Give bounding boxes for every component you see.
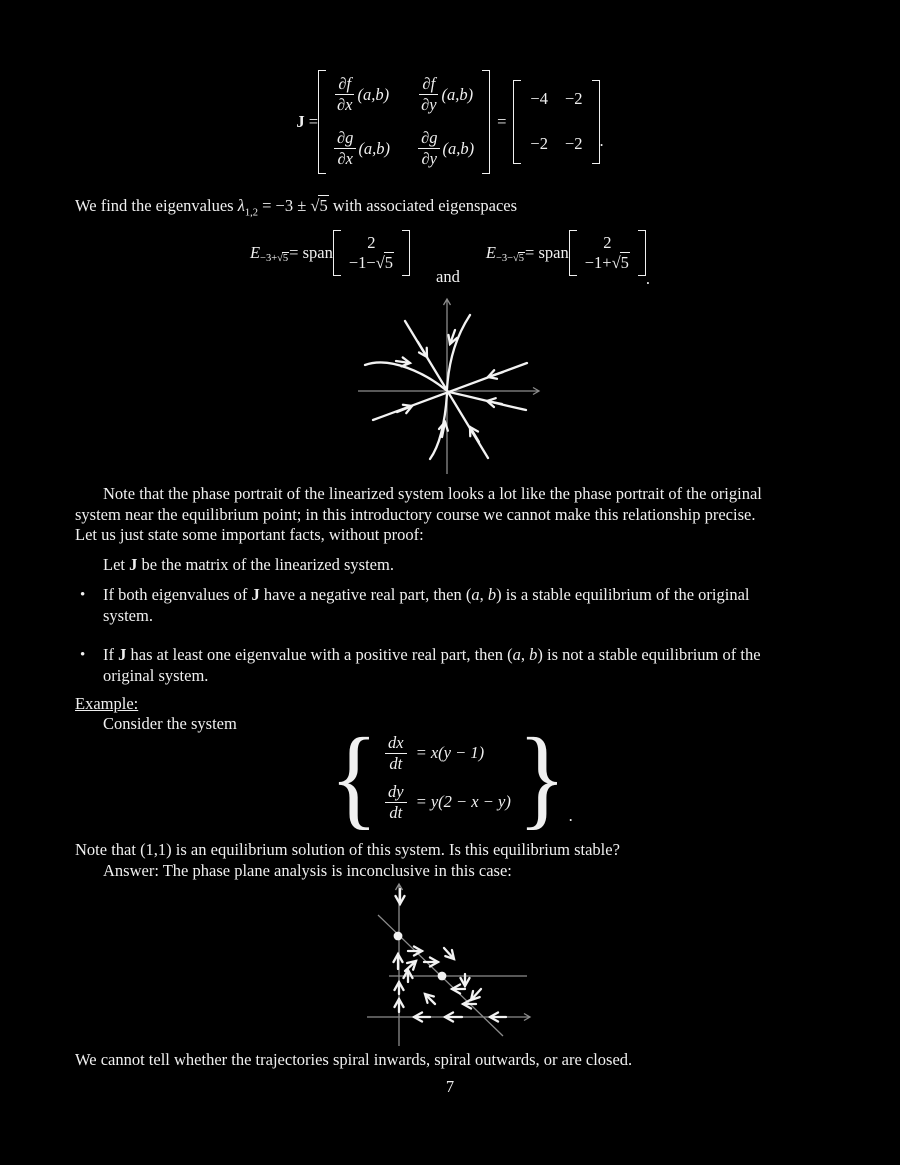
and-text: and (436, 267, 460, 286)
equation-rhs: = y(2 − x − y) (415, 792, 511, 812)
right-brace: } (517, 716, 566, 840)
page-number: 7 (445, 1077, 455, 1096)
paragraph-line: Let us just state some important facts, without proof: (75, 525, 424, 545)
jacobian-lhs (296, 112, 318, 133)
bullet-line: If both eigenvalues of J have a negative real part, then (a, b) is a stable equilibrium of the original (103, 585, 750, 604)
eigenvector (582, 230, 633, 276)
example-heading: Example: (75, 694, 139, 713)
consider-line: Consider the system (103, 714, 237, 733)
phase-plane-inconclusive (360, 877, 542, 1049)
matrix-symbol-J: J (118, 645, 127, 664)
let-j-line: Let J be the matrix of the linearized system. (103, 555, 394, 574)
eigenspace-1: E $_{-3+√5}$ = span 2 −1−√5 (250, 230, 410, 276)
jacobian-cell (418, 129, 474, 169)
equilibrium-dot (394, 932, 403, 941)
jacobian-matrix-cells (331, 70, 477, 174)
sqrt-5: √5 (310, 196, 328, 215)
phase-portrait-linearized (350, 293, 550, 479)
bullet-marker: • (80, 647, 86, 663)
matrix-bracket-left (513, 80, 521, 164)
jacobian-cell (418, 75, 474, 115)
vector-entry: 2 (603, 233, 612, 252)
vector-bracket-left (333, 230, 341, 276)
vector-entry: 2 (367, 233, 376, 252)
trajectories (365, 315, 527, 459)
sqrt-sign: √ (513, 252, 519, 264)
left-brace: { (329, 716, 379, 840)
derivative-fraction: $\frac{dy}{dt}$ (385, 783, 407, 823)
vector-bracket-left (569, 230, 577, 276)
sqrt-sign: √ (310, 196, 320, 215)
trajectory-curve (447, 315, 470, 389)
lambda-subscript: 1,2 (244, 207, 258, 219)
stability-bullet-2 (80, 645, 820, 686)
stability-bullet-1 (80, 585, 820, 626)
vector-entry: −1−√5 (348, 253, 394, 273)
matrix-bracket-right (482, 70, 490, 174)
partial-fraction: $\frac{\partial g}{\partial y}$ (418, 129, 440, 169)
fraction-argument: (a,b) (442, 138, 475, 158)
fraction-argument: (a,b) (357, 84, 390, 104)
answer-line: Answer: The phase plane analysis is inconclusive in this case: (103, 861, 512, 880)
E-symbol: E (485, 242, 496, 262)
bullet-line: system. (103, 605, 153, 625)
matrix-bracket-right (592, 80, 600, 164)
equals-sign: = (304, 111, 319, 131)
vector-bracket-right (638, 230, 646, 276)
closing-line: We cannot tell whether the trajectories spiral inwards, spiral outwards, or are closed. (75, 1050, 633, 1069)
fraction-argument: (a,b) (358, 138, 391, 158)
partial-fraction: $\frac{\partial g}{\partial x}$ (334, 129, 356, 169)
paragraph-line: Note that the phase portrait of the linearized system looks a lot like the phase portrait of the original (103, 484, 762, 503)
direction-field-arrows (398, 889, 506, 1017)
period: . (599, 131, 604, 151)
eigenspaces-line (0, 230, 900, 288)
matrix-entry: −2 (564, 88, 583, 108)
vector-entry: −1+√5 (584, 253, 629, 273)
derivative-fraction: $\frac{dx}{dt}$ (385, 734, 407, 774)
equilibrium-dot (438, 972, 447, 981)
jacobian-equation (0, 70, 900, 174)
equals-sign: = (497, 111, 507, 131)
axes (358, 299, 539, 474)
result-matrix (513, 80, 599, 164)
matrix-entry: −4 (530, 88, 548, 108)
E-symbol: E (249, 242, 261, 262)
matrix-symbol-J: J (251, 585, 260, 604)
axes-and-nullclines (367, 884, 530, 1046)
flow-arrows (396, 330, 503, 442)
matrix-bracket-left (318, 70, 326, 174)
eigenvalues-line: We find the eigenvalues $\lambda_{1,2} = -3 \pm √5$ with associated eigenspaces (75, 196, 518, 219)
period: . (568, 805, 573, 825)
bullet-line: original system. (103, 665, 209, 685)
bullet-line: If J has at least one eigenvalue with a positive real part, then (a, b) is not a stable equilibrium of the (103, 645, 761, 664)
bullet-marker: • (80, 587, 86, 603)
sqrt-sign: √ (375, 253, 385, 273)
facts-paragraph (75, 484, 845, 546)
matrix-entry: −2 (530, 134, 548, 154)
vector-bracket-right (402, 230, 410, 276)
eigenvector (346, 230, 397, 276)
ode-equation-1 (385, 734, 511, 774)
sqrt-sign: √ (277, 252, 283, 264)
lambda-symbol: λ (237, 196, 245, 215)
partial-fraction: $\frac{\partial f}{\partial y}$ (421, 74, 437, 115)
matrix-symbol-J: J (296, 111, 305, 131)
jacobian-cell (334, 129, 390, 169)
paragraph-line: system near the equilibrium point; in this introductory course we cannot make this relationship precise. (75, 504, 756, 524)
equation-rhs: = x(y − 1) (415, 743, 485, 763)
eigenspace-2: E $_{-3-√5}$ = span 2 −1+√5 . (486, 230, 650, 276)
matrix-entry: −2 (564, 134, 583, 154)
equilibrium-note: Note that (1,1) is an equilibrium solution of this system. Is this equilibrium stable? (75, 840, 620, 859)
partial-fraction: $\frac{\partial f}{\partial x}$ (337, 74, 353, 115)
matrix-symbol-J: J (129, 555, 138, 574)
sqrt-sign: √ (611, 253, 621, 273)
fraction-argument: (a,b) (441, 84, 474, 104)
jacobian-cell (334, 75, 390, 115)
period: . (645, 269, 651, 289)
ode-equation-2 (385, 783, 511, 823)
